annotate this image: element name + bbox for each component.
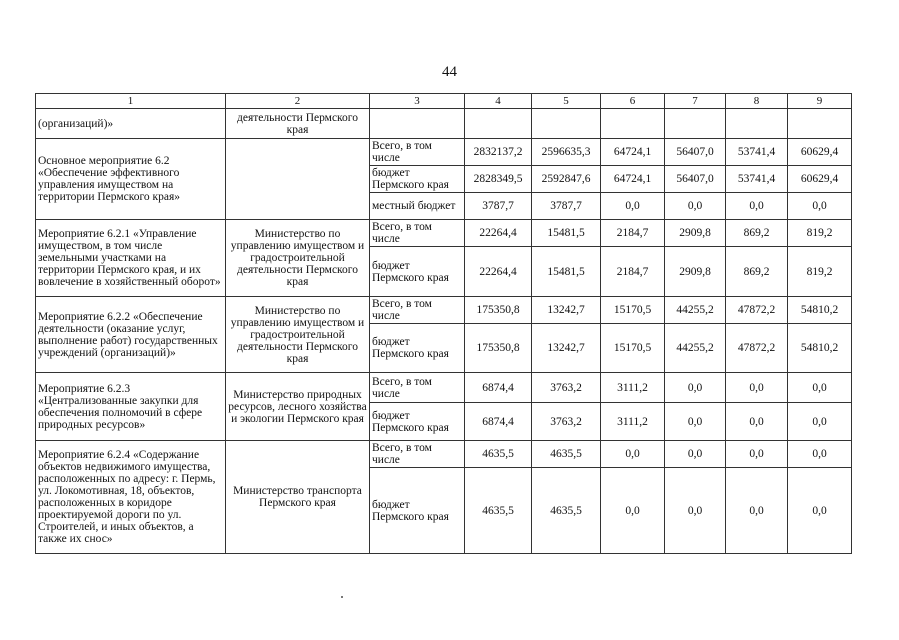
funding-source-cell: бюджет Пермского края (370, 403, 465, 441)
value-cell: 4635,5 (532, 468, 601, 554)
value-cell: 0,0 (726, 468, 788, 554)
executor-cell: Министерство природных ресурсов, лесного хозяйства и экологии Пермского края (226, 373, 370, 441)
table-row (36, 297, 852, 324)
value-cell: 4635,5 (465, 468, 532, 554)
funding-source-cell: Всего, в том числе (370, 220, 465, 247)
value-cell: 819,2 (788, 247, 852, 297)
value-cell: 53741,4 (726, 139, 788, 166)
table-row (36, 441, 852, 468)
column-header: 6 (601, 94, 665, 109)
value-cell: 0,0 (726, 373, 788, 403)
value-cell: 4635,5 (465, 441, 532, 468)
value-cell: 2909,8 (665, 247, 726, 297)
column-header: 7 (665, 94, 726, 109)
value-cell: 0,0 (665, 468, 726, 554)
executor-cell: деятельности Пермского края (226, 109, 370, 139)
value-cell: 0,0 (665, 441, 726, 468)
page-number: 44 (442, 64, 457, 80)
column-header: 2 (226, 94, 370, 109)
value-cell: 44255,2 (665, 324, 726, 373)
value-cell: 53741,4 (726, 166, 788, 193)
value-cell: 0,0 (601, 193, 665, 220)
table-row (36, 220, 852, 247)
column-header: 9 (788, 94, 852, 109)
value-cell: 60629,4 (788, 139, 852, 166)
executor-cell: Министерство по управлению имуществом и градостроительной деятельности Пермского края (226, 220, 370, 297)
value-cell: 15170,5 (601, 324, 665, 373)
value-cell: 0,0 (788, 373, 852, 403)
event-name-cell: Мероприятие 6.2.1 «Управление имуществом, в том числе земельными участками на территории Пермского края, и их вовлечение в хозяйственный оборот» (36, 220, 226, 297)
event-name-cell: Основное мероприятие 6.2 «Обеспечение эффективного управления имуществом на территории Пермского края» (36, 139, 226, 220)
table-row (36, 109, 852, 139)
value-cell: 64724,1 (601, 139, 665, 166)
column-header: 8 (726, 94, 788, 109)
funding-source-cell: Всего, в том числе (370, 373, 465, 403)
event-name-cell: (организаций)» (36, 109, 226, 139)
value-cell: 3787,7 (532, 193, 601, 220)
value-cell: 869,2 (726, 220, 788, 247)
value-cell: 22264,4 (465, 220, 532, 247)
value-cell: 60629,4 (788, 166, 852, 193)
value-cell: 56407,0 (665, 166, 726, 193)
funding-source-cell: Всего, в том числе (370, 297, 465, 324)
value-cell: 869,2 (726, 247, 788, 297)
value-cell: 0,0 (665, 373, 726, 403)
value-cell: 13242,7 (532, 297, 601, 324)
event-name-cell: Мероприятие 6.2.4 «Содержание объектов недвижимого имущества, расположенных по адресу: г. Пермь, ул. Локомотивная, 18, объектов, расположенных в коридоре проектируемой дороги по ул. Строителей, и иных объектов, а также их снос» (36, 441, 226, 554)
executor-cell: Министерство по управлению имуществом и градостроительной деятельности Пермского края (226, 297, 370, 373)
funding-source-cell: бюджет Пермского края (370, 166, 465, 193)
funding-source-cell: Всего, в том числе (370, 441, 465, 468)
value-cell: 2592847,6 (532, 166, 601, 193)
table-row (36, 139, 852, 166)
value-cell: 2832137,2 (465, 139, 532, 166)
funding-source-cell: Всего, в том числе (370, 139, 465, 166)
value-cell: 0,0 (726, 193, 788, 220)
value-cell: 3111,2 (601, 373, 665, 403)
value-cell: 6874,4 (465, 403, 532, 441)
value-cell: 22264,4 (465, 247, 532, 297)
value-cell: 15481,5 (532, 220, 601, 247)
value-cell: 3111,2 (601, 403, 665, 441)
column-header: 4 (465, 94, 532, 109)
executor-cell: Министерство транспорта Пермского края (226, 441, 370, 554)
value-cell: 64724,1 (601, 166, 665, 193)
value-cell: 0,0 (726, 403, 788, 441)
value-cell: 2828349,5 (465, 166, 532, 193)
value-cell: 175350,8 (465, 297, 532, 324)
value-cell: 0,0 (788, 441, 852, 468)
value-cell: 56407,0 (665, 139, 726, 166)
value-cell: 2596635,3 (532, 139, 601, 166)
value-cell: 2184,7 (601, 220, 665, 247)
value-cell: 44255,2 (665, 297, 726, 324)
budget-table (35, 93, 852, 554)
event-name-cell: Мероприятие 6.2.2 «Обеспечение деятельности (оказание услуг, выполнение работ) государственных учреждений (организаций)» (36, 297, 226, 373)
funding-source-cell: бюджет Пермского края (370, 247, 465, 297)
value-cell: 0,0 (601, 468, 665, 554)
value-cell: 0,0 (788, 403, 852, 441)
value-cell: 2909,8 (665, 220, 726, 247)
value-cell: 0,0 (665, 193, 726, 220)
value-cell: 3763,2 (532, 373, 601, 403)
value-cell: 54810,2 (788, 297, 852, 324)
column-header: 1 (36, 94, 226, 109)
event-name-cell: Мероприятие 6.2.3 «Централизованные закупки для обеспечения полномочий в сфере природных ресурсов» (36, 373, 226, 441)
value-cell: 0,0 (665, 403, 726, 441)
table-row (36, 373, 852, 403)
value-cell: 13242,7 (532, 324, 601, 373)
value-cell: 47872,2 (726, 324, 788, 373)
executor-cell (226, 139, 370, 220)
value-cell: 15481,5 (532, 247, 601, 297)
value-cell: 54810,2 (788, 324, 852, 373)
column-header: 3 (370, 94, 465, 109)
value-cell: 0,0 (788, 468, 852, 554)
value-cell: 3763,2 (532, 403, 601, 441)
scan-dot (341, 596, 343, 598)
value-cell: 0,0 (601, 441, 665, 468)
value-cell: 15170,5 (601, 297, 665, 324)
value-cell: 0,0 (726, 441, 788, 468)
value-cell: 175350,8 (465, 324, 532, 373)
funding-source-cell: бюджет Пермского края (370, 324, 465, 373)
value-cell: 0,0 (788, 193, 852, 220)
value-cell: 2184,7 (601, 247, 665, 297)
column-number-row (36, 94, 852, 109)
value-cell: 819,2 (788, 220, 852, 247)
value-cell: 4635,5 (532, 441, 601, 468)
funding-source-cell: бюджет Пермского края (370, 468, 465, 554)
value-cell: 3787,7 (465, 193, 532, 220)
column-header: 5 (532, 94, 601, 109)
value-cell: 47872,2 (726, 297, 788, 324)
value-cell: 6874,4 (465, 373, 532, 403)
funding-source-cell: местный бюджет (370, 193, 465, 220)
